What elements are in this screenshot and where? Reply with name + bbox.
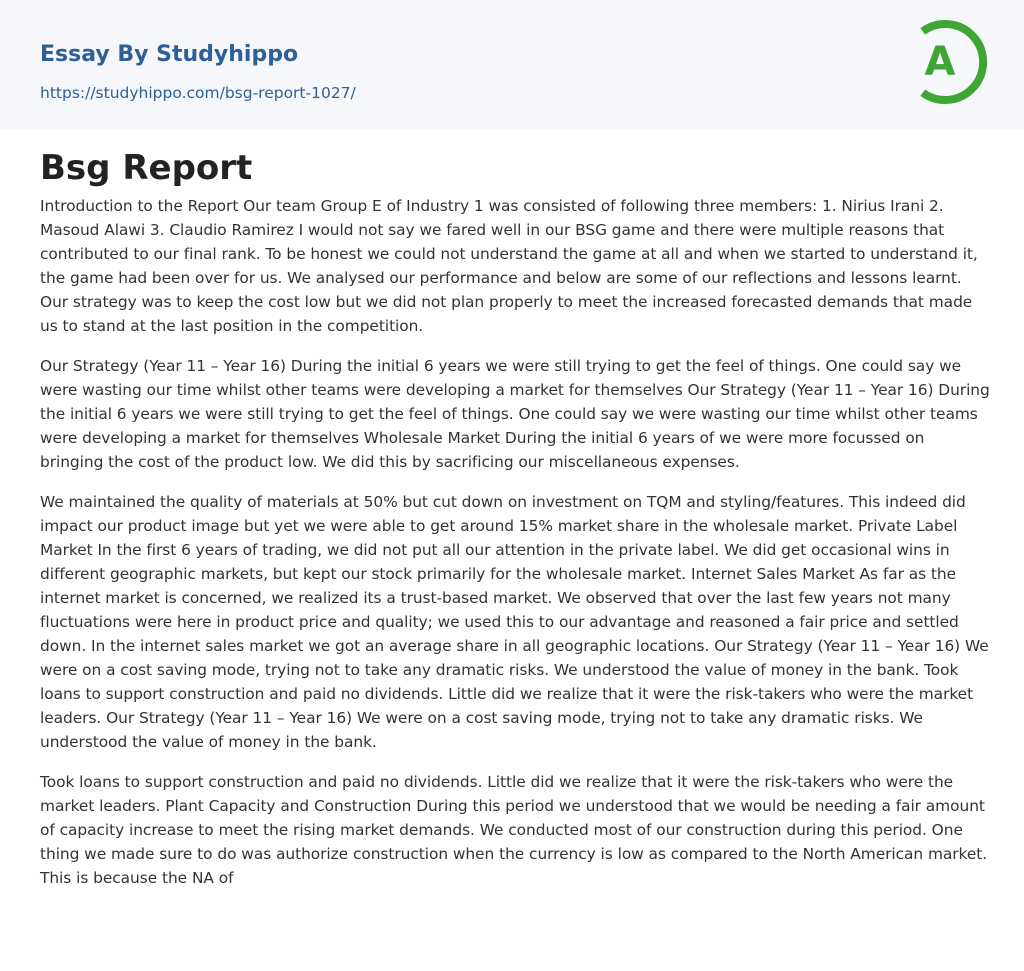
- essay-paragraph: We maintained the quality of materials at 50% but cut down on investment on TQM and styling/features. This indeed did impact our product image but yet we were able to get around 15% market share in the wholesale market. Private Label Market In the first 6 years of trading, we did not put all our attention in the private label. We did get occasional wins in different geographic markets, but kept our stock primarily for the wholesale market. Internet Sales Market As far as the internet market is concerned, we realized its a trust-based market. We observed that over the last few years not many fluctuations were here in product price and quality; we used this to our advantage and reasoned a fair price and settled down. In the internet sales market we got an average share in all geographic locations. Our Strategy (Year 11 – Year 16) We were on a cost saving mode, trying not to take any dramatic risks. We understood the value of money in the bank. Took loans to support construction and paid no dividends. Little did we realize that it were the risk-takers who were the market leaders. Our Strategy (Year 11 – Year 16) We were on a cost saving mode, trying not to take any dramatic risks. We understood the value of money in the bank.: [40, 493, 989, 751]
- logo-icon[interactable]: [910, 19, 988, 105]
- essay-content: [40, 145, 990, 906]
- logo-ring-icon: [910, 19, 988, 105]
- essay-url-link[interactable]: https://studyhippo.com/bsg-report-1027/: [40, 84, 356, 102]
- essay-paragraph: Took loans to support construction and paid no dividends. Little did we realize that it were the risk-takers who were the market leaders. Plant Capacity and Construction During this period we understood that we would be needing a fair amount of capacity increase to meet the rising market demands. We conducted most of our construction during this period. One thing we made sure to do was authorize construction when the currency is low as compared to the North American market. This is because the NA of: [40, 773, 988, 887]
- site-header: [0, 0, 1024, 129]
- essay-title: Bsg Report: [40, 148, 253, 188]
- essay-paragraph: Introduction to the Report Our team Group E of Industry 1 was consisted of following three members: 1. Nirius Irani 2. Masoud Alawi 3. Claudio Ramirez I would not say we fared well in our BSG game and there were multiple reasons that contributed to our final rank. To be honest we could not understand the game at all and when we started to understand it, the game had been over for us. We analysed our performance and below are some of our reflections and lessons learnt. Our strategy was to keep the cost low but we did not plan properly to meet the increased forecasted demands that made us to stand at the last position in the competition.: [40, 197, 978, 335]
- brand-title[interactable]: Essay By Studyhippo: [40, 42, 299, 67]
- logo-letter: A: [924, 39, 956, 85]
- essay-paragraph: Our Strategy (Year 11 – Year 16) During the initial 6 years we were still trying to get the feel of things. One could say we were wasting our time whilst other teams were developing a market for themselves Our Strategy (Year 11 – Year 16) During the initial 6 years we were still trying to get the feel of things. One could say we were wasting our time whilst other teams were developing a market for themselves Wholesale Market During the initial 6 years of we were more focussed on bringing the cost of the product low. We did this by sacrificing our miscellaneous expenses.: [40, 357, 990, 471]
